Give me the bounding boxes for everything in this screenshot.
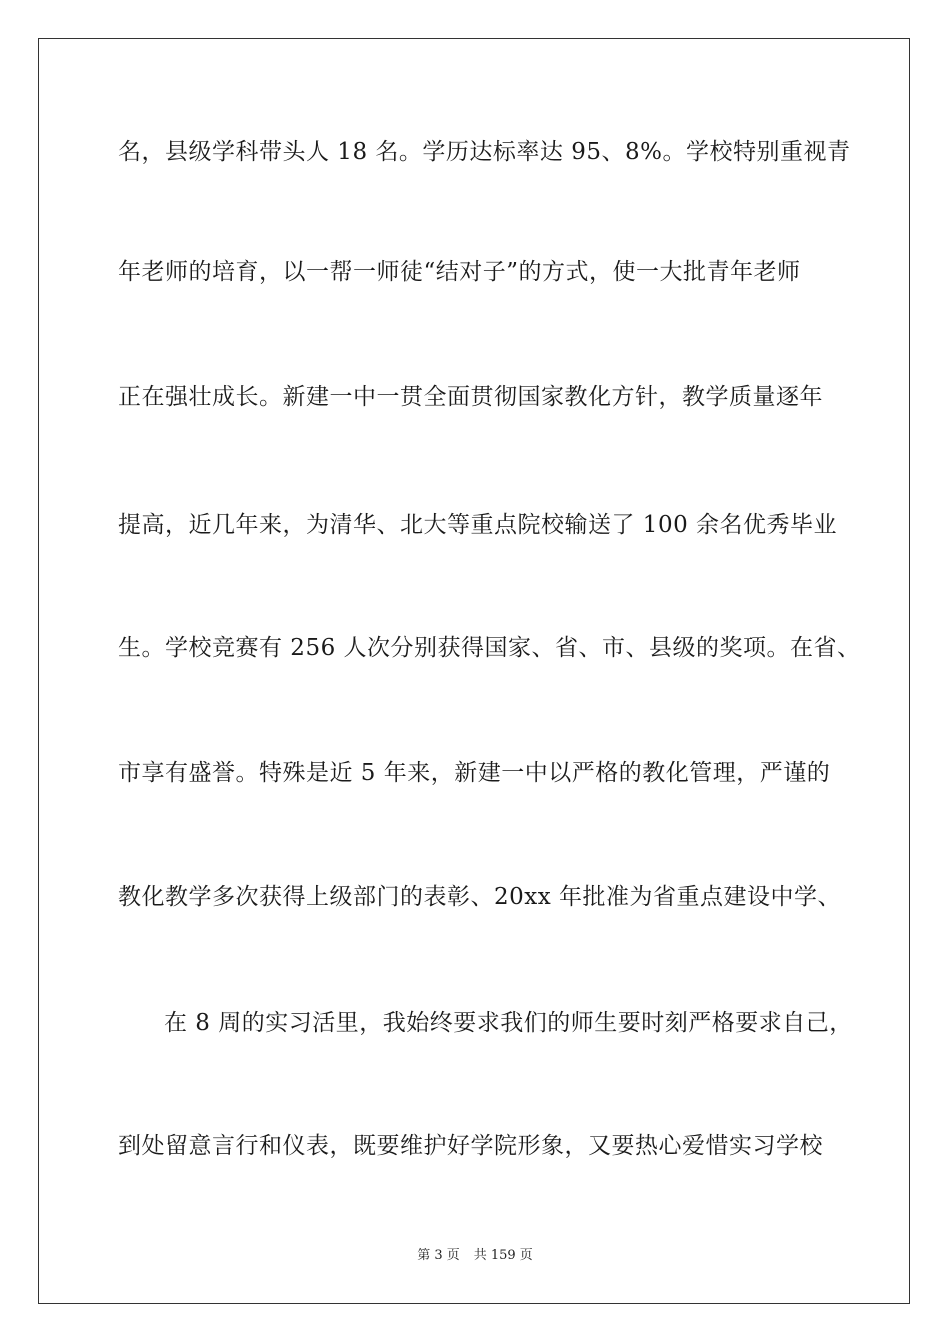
text-line-8: 在 8 周的实习活里，我始终要求我们的师生要时刻严格要求自己， [164,1010,853,1036]
page-footer [0,1246,950,1266]
total-pages: 共 159 页 [473,1248,533,1263]
text-line-1: 名，县级学科带头人 18 名。学历达标率达 95、8%。学校特别重视青 [118,139,851,165]
text-line-6: 市享有盛誉。特殊是近 5 年来，新建一中以严格的教化管理，严谨的 [118,760,831,786]
page-number: 第 3 页 [417,1248,460,1263]
text-line-9: 到处留意言行和仪表，既要维护好学院形象，又要热心爱惜实习学校 [118,1133,823,1159]
text-line-3: 正在强壮成长。新建一中一贯全面贯彻国家教化方针，教学质量逐年 [118,384,823,410]
page-border [38,38,910,1304]
text-line-4: 提高，近几年来，为清华、北大等重点院校输送了 100 余名优秀毕业 [118,512,838,538]
text-line-5: 生。学校竞赛有 256 人次分别获得国家、省、市、县级的奖项。在省、 [118,635,861,661]
text-line-7: 教化教学多次获得上级部门的表彰、20xx 年批准为省重点建设中学、 [118,884,842,910]
text-line-2: 年老师的培育，以一帮一师徒“结对子”的方式，使一大批青年老师 [118,259,801,285]
